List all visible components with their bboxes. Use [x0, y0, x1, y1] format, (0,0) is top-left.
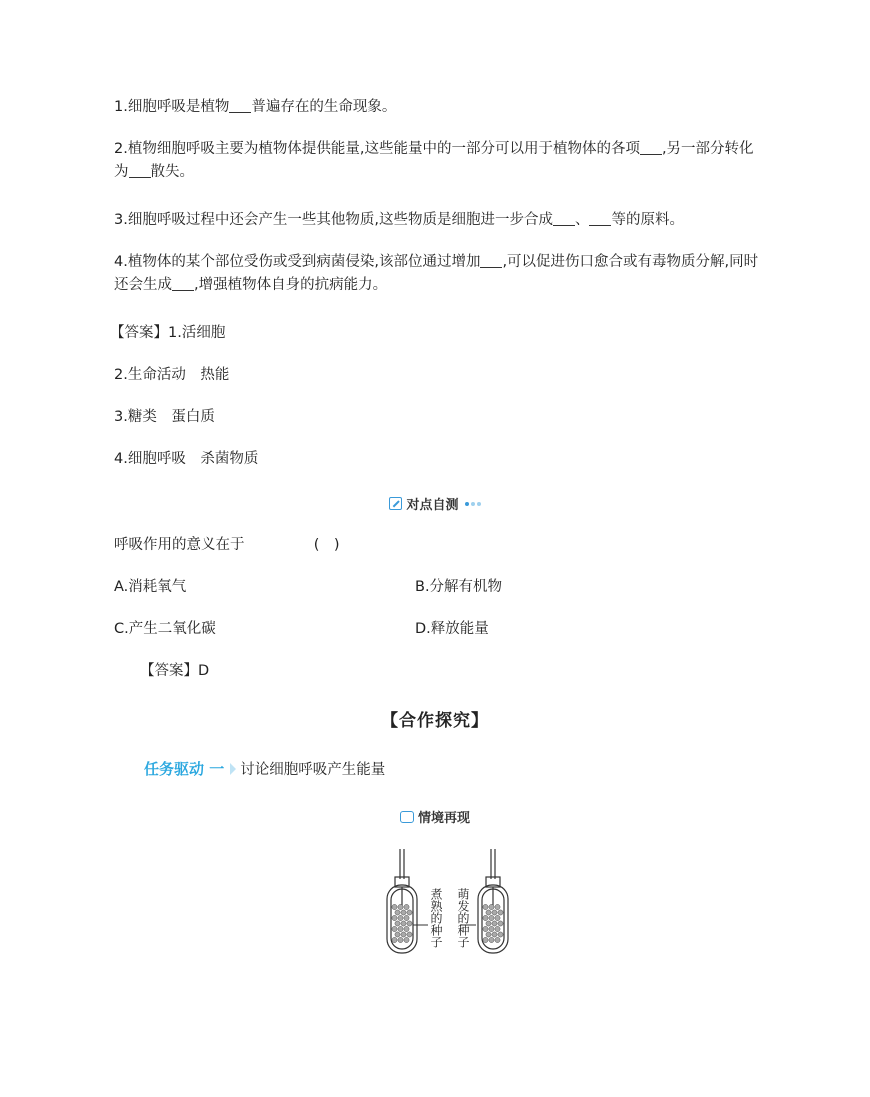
option-a: A.消耗氧气 [114, 579, 187, 595]
seed [398, 937, 403, 942]
dots-decoration [463, 496, 481, 511]
seed [495, 904, 500, 909]
seed [395, 921, 400, 926]
seed [398, 904, 403, 909]
scene-header: 情境再现 [0, 807, 870, 827]
task-driver: 任务驱动 一 讨论细胞呼吸产生能量 [144, 760, 386, 778]
arrow-icon [230, 763, 236, 775]
answer-2: 2.生命活动 热能 [114, 367, 230, 383]
question-4: 4.植物体的某个部位受伤或受到病菌侵染,该部位通过增加 ,可以促进伤口愈合或有毒物质分解,同时还会生成 ,增强植物体自身的抗病能力。 [114, 254, 759, 293]
seed [395, 910, 400, 915]
seed [498, 910, 503, 915]
blank [553, 211, 575, 226]
seed [489, 937, 494, 942]
seed [401, 910, 406, 915]
seed [407, 910, 412, 915]
label-germinating-seeds: 萌发的种子 [456, 888, 470, 948]
seed [486, 932, 491, 937]
seed [392, 926, 397, 931]
answer-4: 4.细胞呼吸 杀菌物质 [114, 451, 259, 467]
seed [489, 915, 494, 920]
seed [483, 926, 488, 931]
seed [489, 926, 494, 931]
left-bottle [387, 849, 417, 953]
seed [495, 926, 500, 931]
section-heading: 【合作探究】 [381, 711, 489, 731]
label-boiled-seeds: 煮熟的种子 [429, 888, 443, 948]
seed [498, 932, 503, 937]
seed [401, 932, 406, 937]
right-bottle [478, 849, 508, 953]
blank [229, 98, 251, 113]
seed [407, 921, 412, 926]
seed [392, 937, 397, 942]
option-b: B.分解有机物 [415, 579, 503, 595]
seed [398, 915, 403, 920]
seed [395, 932, 400, 937]
seed [495, 937, 500, 942]
blank [172, 276, 194, 291]
seed [492, 932, 497, 937]
self-test-question: 呼吸作用的意义在于 ( ) [114, 537, 340, 553]
seed [483, 915, 488, 920]
seed [495, 915, 500, 920]
answer-1: 【答案】1.活细胞 [110, 325, 226, 341]
option-d: D.释放能量 [415, 621, 489, 637]
pencil-icon [389, 497, 402, 510]
seed [404, 937, 409, 942]
seed [392, 915, 397, 920]
question-1: 1.细胞呼吸是植物 普遍存在的生命现象。 [114, 99, 397, 115]
blank [480, 253, 502, 268]
blank [640, 140, 662, 155]
option-c: C.产生二氧化碳 [114, 621, 216, 637]
right-seeds [483, 904, 503, 942]
answer-3: 3.糖类 蛋白质 [114, 409, 215, 425]
blank [129, 163, 151, 178]
seed [489, 904, 494, 909]
seed [398, 926, 403, 931]
question-3: 3.细胞呼吸过程中还会产生一些其他物质,这些物质是细胞进一步合成 、 等的原料。 [114, 212, 684, 228]
seed [392, 904, 397, 909]
seed [404, 904, 409, 909]
seed [407, 932, 412, 937]
seed [483, 937, 488, 942]
seed [404, 915, 409, 920]
self-test-header: 对点自测 [0, 494, 870, 514]
left-seeds [392, 904, 412, 942]
blank [589, 211, 611, 226]
seed [492, 910, 497, 915]
seed [404, 926, 409, 931]
scene-icon [400, 811, 414, 823]
self-test-answer: 【答案】D [140, 663, 210, 679]
seed [483, 904, 488, 909]
seed-experiment-figure [380, 845, 520, 960]
seed [486, 910, 491, 915]
seed [401, 921, 406, 926]
question-2: 2.植物细胞呼吸主要为植物体提供能量,这些能量中的一部分可以用于植物体的各项 ,另一部分转化为 散失。 [114, 141, 754, 180]
